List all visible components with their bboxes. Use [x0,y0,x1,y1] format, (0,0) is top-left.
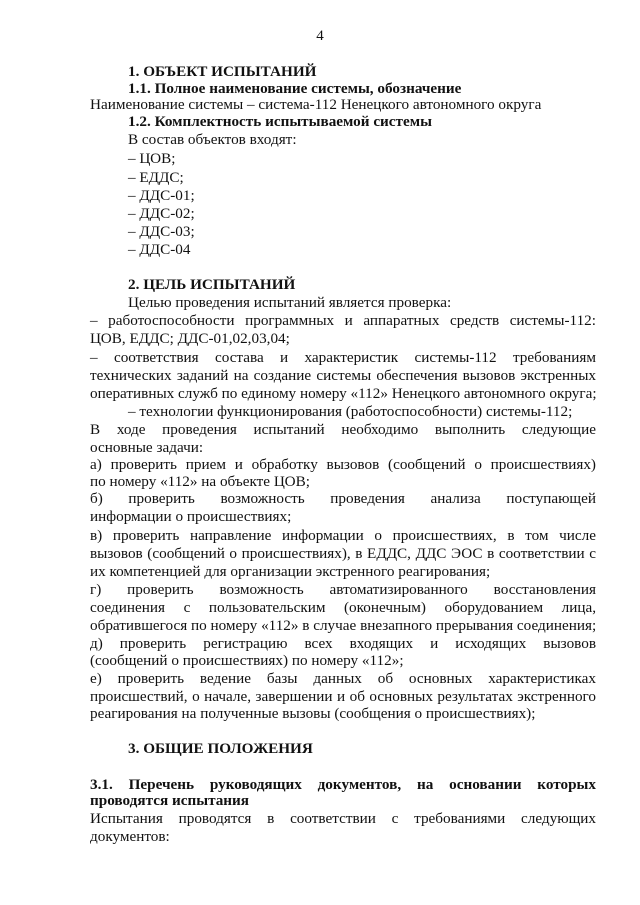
heading-section-3: 3. ОБЩИЕ ПОЛОЖЕНИЯ [128,740,313,757]
subheading-1-2: 1.2. Комплектность испытываемой системы [128,113,432,130]
paragraph-line: обратившегося по номеру «112» в случае внезапного прерывания соединения; [90,617,597,634]
paragraph-line: происшествий, о начале, завершении и об основных результатах экстренного [90,688,596,705]
heading-section-2: 2. ЦЕЛЬ ИСПЫТАНИЙ [128,276,296,293]
paragraph-line: информации о происшествиях; [90,508,292,525]
paragraph-line: основные задачи: [90,439,204,456]
paragraph-line: г) проверить возможность автоматизированного восстановления [90,581,596,598]
list-item: – ДДС-02; [128,205,195,222]
paragraph-line: технических заданий на создание системы обеспечения вызовов экстренных [90,367,596,384]
paragraph-line: В ходе проведения испытаний необходимо выполнить следующие [90,421,596,438]
list-item: – ЦОВ; [128,150,176,167]
heading-section-1: 1. ОБЪЕКТ ИСПЫТАНИЙ [128,63,317,80]
subheading-3-1-cont: проводятся испытания [90,792,250,809]
paragraph-line: а) проверить прием и обработку вызовов (сообщений о происшествиях) [90,456,596,473]
paragraph-line: – технологии функционирования (работоспособности) системы-112; [128,403,573,420]
paragraph-line: реагирования на полученные вызовы (сообщения о происшествиях); [90,705,536,722]
page-number: 4 [316,28,324,44]
paragraph-line: по номеру «112» на объекте ЦОВ; [90,473,310,490]
paragraph-line: документов: [90,828,170,845]
paragraph-line: (сообщений о происшествиях) по номеру «112»; [90,652,404,669]
system-name-line: Наименование системы – система-112 Ненецкого автономного округа [90,96,542,113]
paragraph-line: д) проверить регистрацию всех входящих и исходящих вызовов [90,635,596,652]
list-item: – ДДС-01; [128,187,195,204]
subheading-3-1: 3.1. Перечень руководящих документов, на основании которых [90,776,596,793]
subheading-1-1: 1.1. Полное наименование системы, обозначение [128,80,462,97]
list-item: – ДДС-04 [128,241,191,258]
list-item: – ЕДДС; [128,169,184,186]
paragraph-line: е) проверить ведение базы данных об основных характеристиках [90,670,596,687]
paragraph-line: их компетенцией для организации экстренного реагирования; [90,563,491,580]
composition-intro: В состав объектов входят: [128,131,297,148]
paragraph-line: в) проверить направление информации о происшествиях, в том числе [90,527,596,544]
paragraph-line: соединения с пользовательским (оконечным) оборудованием лица, [90,599,596,616]
paragraph-line: – соответствия состава и характеристик системы-112 требованиям [90,349,596,366]
paragraph-line: вызовов (сообщений о происшествиях), в ЕДДС, ДДС ЭОС в соответствии с [90,545,596,562]
paragraph-line: б) проверить возможность проведения анализа поступающей [90,490,596,507]
list-item: – ДДС-03; [128,223,195,240]
paragraph-line: Целью проведения испытаний является проверка: [128,294,452,311]
paragraph-line: ЦОВ, ЕДДС; ДДС-01,02,03,04; [90,330,290,347]
paragraph-line: – работоспособности программных и аппаратных средств системы-112: [90,312,596,329]
paragraph-line: оперативных служб по единому номеру «112» Ненецкого автономного округа; [90,385,597,402]
paragraph-line: Испытания проводятся в соответствии с требованиями следующих [90,810,596,827]
